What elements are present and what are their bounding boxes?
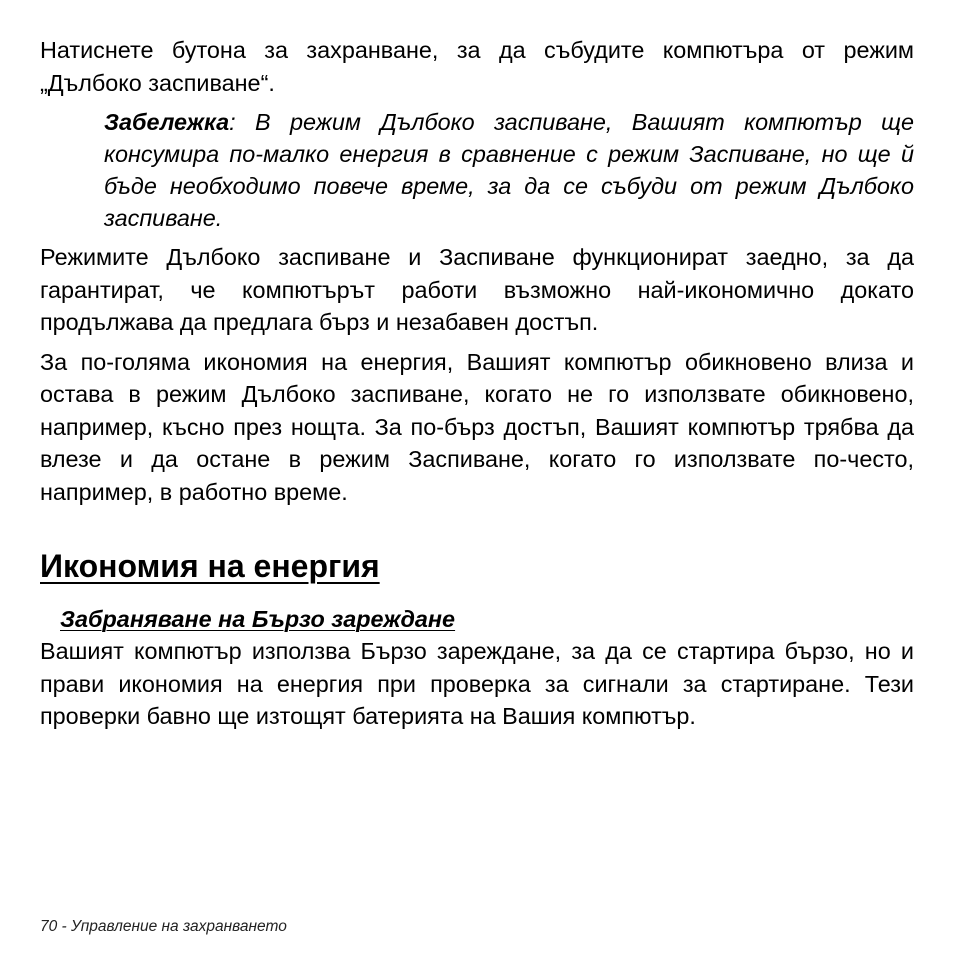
page-content	[40, 34, 914, 733]
note-block	[104, 106, 914, 234]
paragraph-fast-startup: Вашият компютър използва Бързо зареждане, за да се стартира бързо, но и прави икономия на енергия при проверка за сигнали за стартиране. Тези проверки бавно ще изтощят батерията на Вашия компютър.	[40, 638, 914, 729]
paragraph-wake-from-hibernation: Натиснете бутона за захранване, за да събудите компютъра от режим „Дълбоко заспиване“.	[40, 37, 914, 96]
note-text: : В режим Дълбоко заспиване, Вашият компютър ще консумира по-малко енергия в сравнение с режим Заспиване, но ще й бъде необходимо повече време, за да се събуди от режим Дълбоко заспиване.	[104, 109, 914, 231]
section-heading-energy-saving: Икономия на енергия	[40, 548, 380, 584]
paragraph-energy-saving-usage: За по-голяма икономия на енергия, Вашият компютър обикновено влиза и остава в режим Дълбоко заспиване, когато не го използвате обикновено, например, късно през нощта. За по-бърз достъп, Вашият компютър трябва да влезе и да остане в режим Заспиване, когато го използвате по-често, например, в работно време.	[40, 348, 914, 505]
paragraph-modes-work-together: Режимите Дълбоко заспиване и Заспиване функционират заедно, за да гарантират, че компютърът работи възможно най-икономично докато продължава да предлага бърз и незабавен достъп.	[40, 244, 914, 335]
page-footer: 70 - Управление на захранването	[40, 918, 287, 935]
note-label: Забележка	[104, 109, 230, 135]
subheading-disable-fast-startup: Забраняване на Бързо зареждане	[60, 606, 456, 632]
